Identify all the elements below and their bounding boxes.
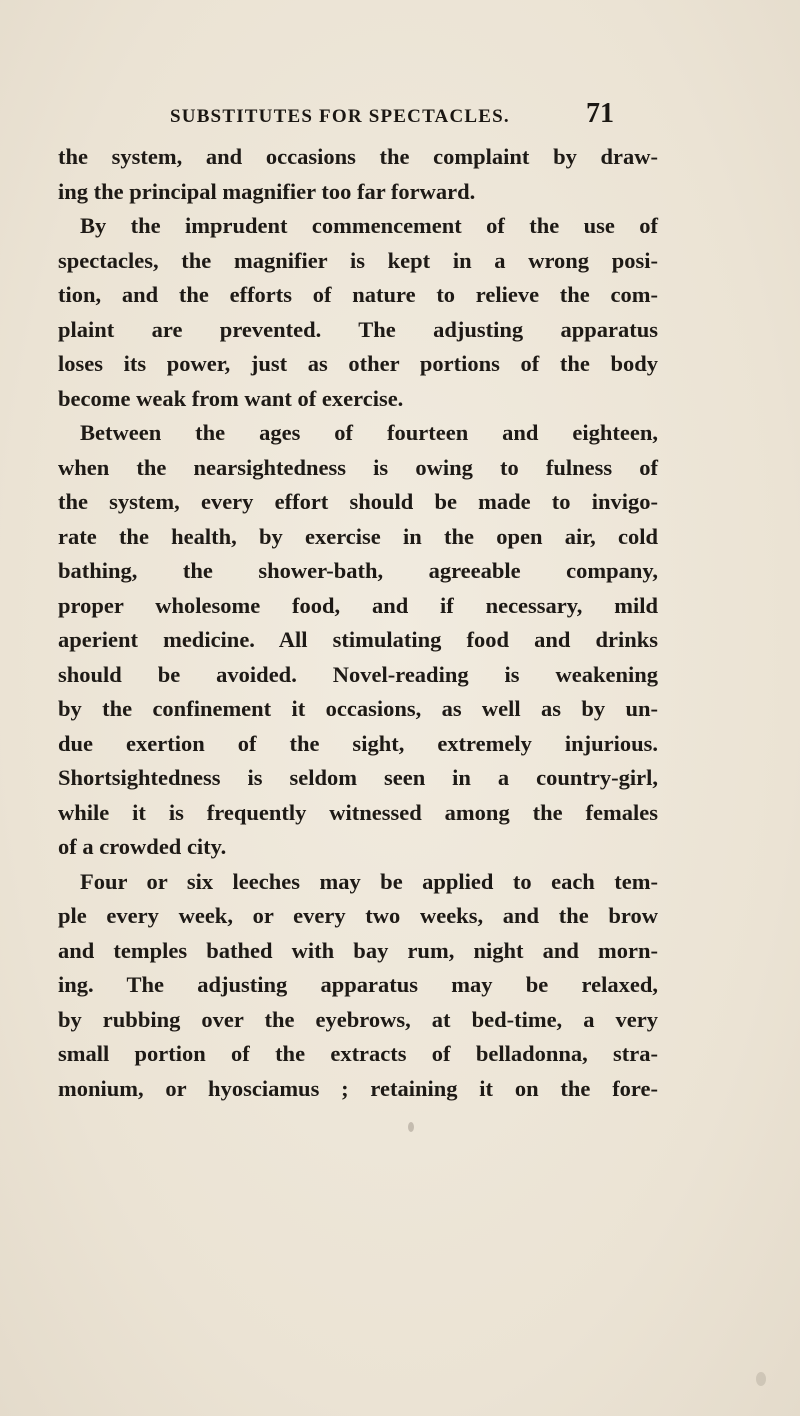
text-line: Shortsightedness is seldom seen in a country-girl, [58,765,658,790]
text-line: become weak from want of exercise. [58,385,404,411]
text-line: monium, or hyosciamus ; retaining it on the fore- [58,1075,658,1101]
ink-speck [756,1372,766,1386]
text-line: loses its power, just as other portions of the body [58,351,658,376]
running-head [170,98,630,136]
text-line: when the nearsightedness is owing to fulness of [58,454,658,480]
text-line: rate the health, by exercise in the open air, cold [58,523,658,549]
text-line: the system, and occasions the complaint by draw- [58,144,658,169]
text-line: and temples bathed with bay rum, night and morn- [58,937,658,963]
text-line: proper wholesome food, and if necessary, mild [58,592,658,618]
running-title: SUBSTITUTES FOR SPECTACLES. [170,106,510,127]
text-line: plaint are prevented. The adjusting apparatus [58,316,658,342]
text-line: small portion of the extracts of belladonna, stra- [58,1041,658,1066]
text-line: Four or six leeches may be applied to each tem- [80,868,658,894]
body-text [58,140,658,1106]
text-line: ple every week, or every two weeks, and the brow [58,903,658,928]
text-line: spectacles, the magnifier is kept in a wrong posi- [58,247,658,273]
ink-speck [408,1122,414,1132]
text-line: Between the ages of fourteen and eighteen, [80,420,658,445]
text-line: aperient medicine. All stimulating food and drinks [58,627,658,652]
text-line: ing the principal magnifier too far forward. [58,178,476,204]
text-line: by the confinement it occasions, as well as by un- [58,696,658,721]
text-line: By the imprudent commencement of the use of [80,213,658,238]
text-line: while it is frequently witnessed among the females [58,799,658,825]
text-line: of a crowded city. [58,834,227,859]
page-number: 71 [586,98,614,129]
text-line: due exertion of the sight, extremely injurious. [58,730,658,756]
text-line: should be avoided. Novel-reading is weakening [58,661,658,687]
text-line: by rubbing over the eyebrows, at bed-time, a very [58,1006,658,1032]
text-line: ing. The adjusting apparatus may be relaxed, [58,972,658,997]
text-line: the system, every effort should be made to invigo- [58,489,658,514]
text-line: bathing, the shower-bath, agreeable company, [58,558,658,583]
text-line: tion, and the efforts of nature to relieve the com- [58,282,658,307]
